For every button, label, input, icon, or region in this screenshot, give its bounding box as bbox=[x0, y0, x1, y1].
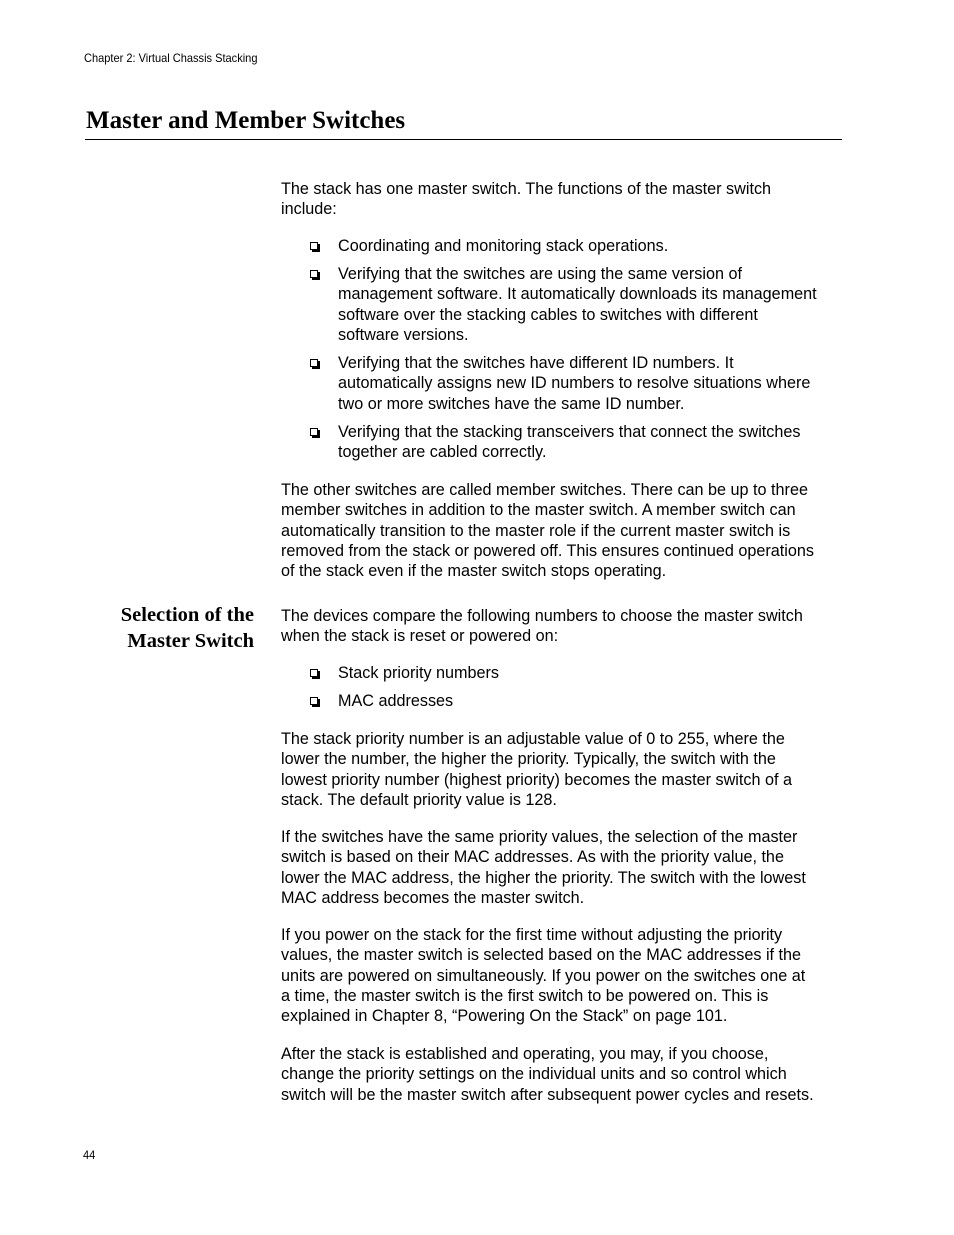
text-line: units are powered on simultaneously. If you power on the switches one at bbox=[281, 966, 806, 985]
text-line: switch will be the master switch after subsequent power cycles and resets. bbox=[281, 1085, 814, 1104]
text-line: automatically assigns new ID numbers to resolve situations where bbox=[338, 374, 811, 393]
text-line: lowest priority number (highest priority) becomes the master switch of a bbox=[281, 770, 792, 789]
subsection-heading bbox=[121, 602, 254, 654]
text-line: After the stack is established and operating, you may, if you choose, bbox=[281, 1045, 769, 1063]
checkbox-bullet-icon bbox=[310, 359, 318, 367]
text-line: The stack priority number is an adjustable value of 0 to 255, where the bbox=[281, 730, 785, 748]
text-line: MAC address becomes the master switch. bbox=[281, 888, 585, 907]
section-title: Master and Member Switches bbox=[86, 107, 406, 134]
text-line: Coordinating and monitoring stack operations. bbox=[338, 237, 669, 255]
selection-intro-paragraph bbox=[281, 606, 856, 647]
checkbox-bullet-icon bbox=[310, 669, 318, 677]
priority-paragraph bbox=[281, 729, 856, 810]
text-line: a time, the master switch is the first switch to be powered on. This is bbox=[281, 986, 769, 1005]
title-rule bbox=[85, 139, 842, 140]
text-line: The other switches are called member switches. There can be up to three bbox=[281, 481, 808, 499]
subsection-heading-line: Master Switch bbox=[127, 630, 254, 652]
text-line: Verifying that the switches are using the same version of bbox=[338, 265, 742, 283]
final-paragraph bbox=[281, 1044, 856, 1105]
text-line: MAC addresses bbox=[338, 692, 454, 710]
text-line: Stack priority numbers bbox=[338, 664, 500, 682]
text-line: explained in Chapter 8, “Powering On the Stack” on page 101. bbox=[281, 1007, 728, 1026]
text-line: include: bbox=[281, 200, 337, 219]
text-line: automatically transition to the master role if the current master switch is bbox=[281, 521, 791, 540]
text-line: of the stack even if the master switch stops operating. bbox=[281, 562, 667, 581]
text-line: removed from the stack or powered off. This ensures continued operations bbox=[281, 541, 814, 560]
text-line: software versions. bbox=[338, 325, 469, 344]
text-line: together are cabled correctly. bbox=[338, 443, 547, 462]
power-on-paragraph bbox=[281, 925, 856, 1026]
text-line: management software. It automatically downloads its management bbox=[338, 285, 817, 304]
checkbox-bullet-icon bbox=[310, 428, 318, 436]
mac-address-paragraph bbox=[281, 827, 856, 908]
text-line: Verifying that the stacking transceivers that connect the switches bbox=[338, 423, 801, 441]
text-line: change the priority settings on the individual units and so control which bbox=[281, 1065, 787, 1084]
text-line: software over the stacking cables to switches with different bbox=[338, 305, 758, 324]
member-switches-paragraph bbox=[281, 480, 856, 581]
checkbox-bullet-icon bbox=[310, 270, 318, 278]
running-header: Chapter 2: Virtual Chassis Stacking bbox=[84, 51, 258, 65]
page-number: 44 bbox=[83, 1148, 96, 1162]
text-line: values, the master switch is selected based on the MAC addresses if the bbox=[281, 946, 802, 965]
checkbox-bullet-icon bbox=[310, 242, 318, 250]
intro-paragraph bbox=[281, 179, 856, 220]
text-line: lower the number, the higher the priority. Typically, the switch with the bbox=[281, 750, 776, 769]
text-line: switch is based on their MAC addresses. As with the priority value, the bbox=[281, 848, 784, 867]
text-line: If you power on the stack for the first time without adjusting the priority bbox=[281, 926, 783, 944]
text-line: The devices compare the following numbers to choose the master switch bbox=[281, 607, 803, 625]
text-line: Verifying that the switches have different ID numbers. It bbox=[338, 354, 734, 372]
text-line: stack. The default priority value is 128. bbox=[281, 790, 557, 809]
text-line: when the stack is reset or powered on: bbox=[281, 627, 559, 646]
text-line: member switches in addition to the master switch. A member switch can bbox=[281, 501, 796, 520]
text-line: If the switches have the same priority values, the selection of the master bbox=[281, 828, 798, 846]
text-line: The stack has one master switch. The functions of the master switch bbox=[281, 180, 772, 198]
text-line: two or more switches have the same ID number. bbox=[338, 394, 685, 413]
text-line: lower the MAC address, the higher the priority. The switch with the lowest bbox=[281, 868, 806, 887]
subsection-heading-line: Selection of the bbox=[120, 604, 254, 626]
checkbox-bullet-icon bbox=[310, 697, 318, 705]
